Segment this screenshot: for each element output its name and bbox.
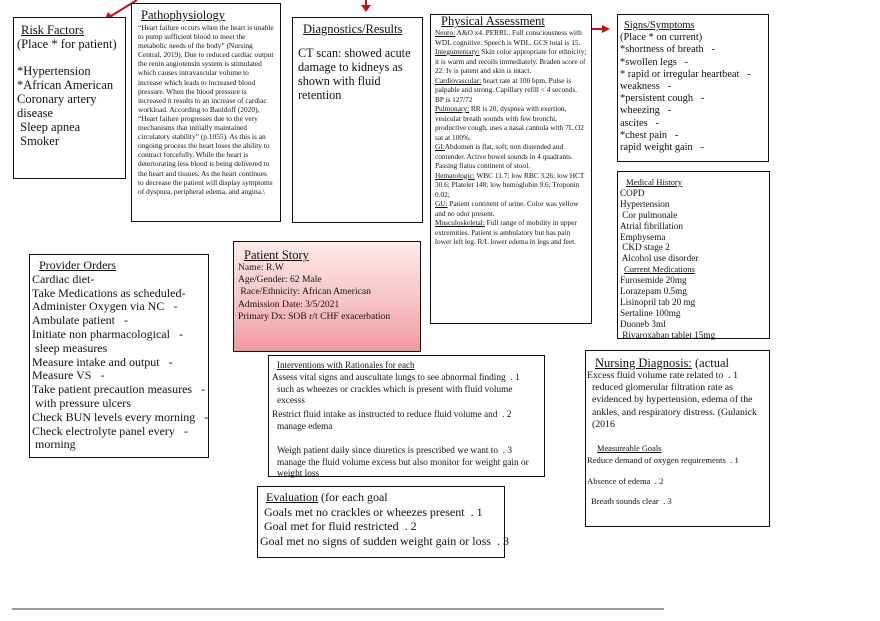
nursing-diagnosis-box <box>585 350 770 527</box>
provider-orders-title: Provider Orders <box>39 258 116 272</box>
sign-item: *shortness of breath - <box>620 44 715 56</box>
medication-item: Furosemide 20mg <box>620 275 687 286</box>
order-item: Check electrolyte panel every - <box>32 423 188 438</box>
pathophysiology-box <box>131 3 281 222</box>
medical-history-title: Medical History <box>626 177 683 187</box>
medication-item: Duoneb 3ml <box>620 318 666 329</box>
physical-assessment-body <box>435 28 587 247</box>
sign-item: rapid weight gain - <box>620 142 704 154</box>
story-line: Race/Ethnicity: African American <box>238 286 371 298</box>
risk-item: disease <box>17 106 54 120</box>
order-item: with pressure ulcers <box>32 395 131 410</box>
story-line: Age/Gender: 62 Male <box>238 274 322 286</box>
order-item: Initiate non pharmacological - <box>32 326 183 341</box>
order-item: Check BUN levels every morning - <box>32 409 209 424</box>
patient-story-title: Patient Story <box>244 248 309 262</box>
story-line: Admission Date: 3/5/2021 <box>238 298 340 310</box>
sign-item: wheezing - <box>620 105 672 117</box>
history-item: Alcohol use disorder <box>620 253 699 264</box>
assessment-integumentary: Integumentary: Skin color appropriate for ethnicity; it is warm and recoils immediately. Braden score of 22. Iv is patent and skin is intact. <box>435 47 587 75</box>
diagnostics-box <box>292 17 423 223</box>
signs-note: (Place * on current) <box>620 32 703 44</box>
interventions-box <box>268 355 545 480</box>
sign-item: ascites - <box>620 117 659 129</box>
nursing-diagnosis-text: reduced glomerular filtration rate as evidenced by hypertension, edema of the ankles, and respiratory distress. (Gulanick (2016 <box>592 382 757 430</box>
physical-assessment-title: Physical Assessment <box>441 14 545 28</box>
interventions-title: Interventions with Rationales for each <box>277 360 415 370</box>
arrow-head-diagnostics <box>361 5 371 12</box>
order-item: Measure intake and output - <box>32 354 173 369</box>
sign-item: *persistent cough - <box>620 93 705 105</box>
history-item: Atrial fibrillation <box>620 220 684 231</box>
risk-factors-box <box>13 17 126 179</box>
assessment-cardiovascular: Cardiovascular: heart rate at 100 bpm. Pulse is palpable and strong. Capillary refill < 4 seconds. BP is 127/72 <box>435 75 578 104</box>
order-item: Ambulate patient - <box>32 313 128 328</box>
risk-item: Coronary artery <box>17 92 97 106</box>
signs-symptoms-box <box>617 14 769 162</box>
nursing-diagnosis-title: Nursing Diagnosis: (actual <box>595 356 730 370</box>
risk-factors-note: (Place * for patient) <box>17 37 117 51</box>
order-item: Take patient precaution measures - <box>32 382 206 397</box>
medication-item: Rivaroxaban tablet 15mg <box>620 329 716 340</box>
order-item: morning <box>32 437 76 452</box>
assessment-hematologic: Hematologic: WBC 11.7; low RBC 3.26; low HCT 30.6; Platelet 148; low hemoglobin 9.6; Troponin 0.02; <box>435 170 585 199</box>
assessment-neuro: Neuro: A&O x4. PERRL. Full consciousness with WDL cognitive. Speech is WDL. GCS total is 15. <box>435 28 582 47</box>
evaluation-item: Goals met no crackles or wheezes present . 1 <box>264 504 483 519</box>
provider-orders-box <box>29 254 209 458</box>
order-item: sleep measures <box>32 340 108 355</box>
order-item: Measure VS - <box>32 368 105 383</box>
patient-story-box <box>233 241 421 352</box>
sign-item: *chest pain - <box>620 129 679 141</box>
risk-item: *Hypertension <box>17 64 91 78</box>
story-line: Name: R.W <box>238 262 284 273</box>
sign-item: * rapid or irregular heartbeat - <box>620 68 751 80</box>
assessment-pulmonary: Pulmonary: RR is 20, dyspnea with exertion, vesicular breath sounds with few bronchi, productive cough, uses a nasal cannula with 7L.O2 sat at 100%. <box>435 104 584 142</box>
assessment-gu: GU: Patient continent of urine. Color was yellow and no odor present. <box>435 199 579 218</box>
evaluation-item: Goal met no signs of sudden weight gain or loss . 3 <box>260 533 509 548</box>
risk-factors-title: Risk Factors <box>21 23 84 37</box>
risk-item: Sleep apnea <box>17 120 81 134</box>
diagnostics-title: Diagnostics/Results <box>303 22 403 36</box>
intervention-item: Assess vital signs and auscultate lungs to see abnormal finding . 1 such as wheezes or crackles which is present with fluid volume excesss <box>272 372 520 407</box>
sign-item: weakness - <box>620 81 672 93</box>
arrow-head-signs <box>602 25 610 33</box>
pathophysiology-text: “Heart failure occurs when the heart is unable to pump sufficient blood to meet the metabolic needs of the body” (Nursing Central, 2019). Due to reduced cardiac output the renin angiotensin system is stimulated which causes intravascular volume to increase which leads to increased blood pressure. When the blood pressure is increased it results to an increase of cardiac workload. According to Bauldoff (2020), “Heart failure progresses due to the very mechanisms that initially maintained circulatory stability” (p.1055). As this is an ongoing process the heart loses the ability to contract forcefully. While the heart is deteriorating less blood is being delivered to the heart and tissues. As the heart continues to decrease the patient will display symptoms of dyspnea, peripheral edema, and angina.\ <box>138 23 274 196</box>
physical-assessment-box <box>430 14 592 324</box>
goal-item: Breath sounds clear . 3 <box>591 496 672 507</box>
medication-item: Sertaline 100mg <box>620 307 681 318</box>
current-medications-title: Current Medications <box>624 264 695 275</box>
risk-item: Smoker <box>17 134 60 148</box>
medication-item: Lisinopril tab 20 mg <box>620 296 696 307</box>
history-item: CKD stage 2 <box>620 242 670 253</box>
history-item: Hypertension <box>620 198 670 209</box>
measurable-goals-title: Measureable Goals <box>597 444 662 454</box>
evaluation-box <box>257 486 509 558</box>
nursing-diagnosis-line: Excess fluid volume rate related to . 1 <box>587 370 738 381</box>
order-item: Take Medications as scheduled- <box>32 285 186 300</box>
goal-item: Reduce demand of oxygen requirements . 1 <box>587 455 739 466</box>
medical-history-box <box>617 171 770 339</box>
risk-item: *African American <box>17 78 114 92</box>
history-item: Cor pulmonale <box>620 209 678 220</box>
diagnostics-text: CT scan: showed acute damage to kidneys as shown with fluid retention <box>298 46 411 102</box>
evaluation-item: Goal met for fluid restricted . 2 <box>264 519 417 533</box>
intervention-item: Restrict fluid intake as instructed to reduce fluid volume and . 2 manage edema <box>272 410 512 432</box>
sign-item: *swollen legs - <box>620 56 689 68</box>
order-item: Cardiac diet- <box>32 271 95 286</box>
medication-item: Lorazepam 0.5mg <box>620 286 687 297</box>
signs-title: Signs/Symptoms <box>624 20 695 31</box>
pathophysiology-title: Pathophysiology <box>141 8 226 22</box>
intervention-item: Weigh patient daily since diuretics is prescribed we want to . 3 manage the fluid volume excess but also monitor for weight gain or weight loss <box>277 445 529 480</box>
assessment-musculoskeletal: Musculoskeletal: Full range of mobility in upper extremities. Patient is ambulatory but has pain lower left leg. R/L lower edema in legs and feet. <box>435 218 577 246</box>
goal-item: Absence of edema . 2 <box>587 476 664 487</box>
story-line: Primary Dx: SOB r/t CHF exacerbation <box>238 310 391 322</box>
history-item: COPD <box>620 187 645 198</box>
history-item: Emphysema <box>620 231 666 242</box>
assessment-gi: GI:Abdomen is flat, soft, non distended and contender. Active bowel sounds in 4 quadrants. Passing flatus continent of stool. <box>435 142 573 170</box>
evaluation-title: Evaluation (for each goal <box>266 490 388 504</box>
order-item: Administer Oxygen via NC - <box>32 299 178 314</box>
